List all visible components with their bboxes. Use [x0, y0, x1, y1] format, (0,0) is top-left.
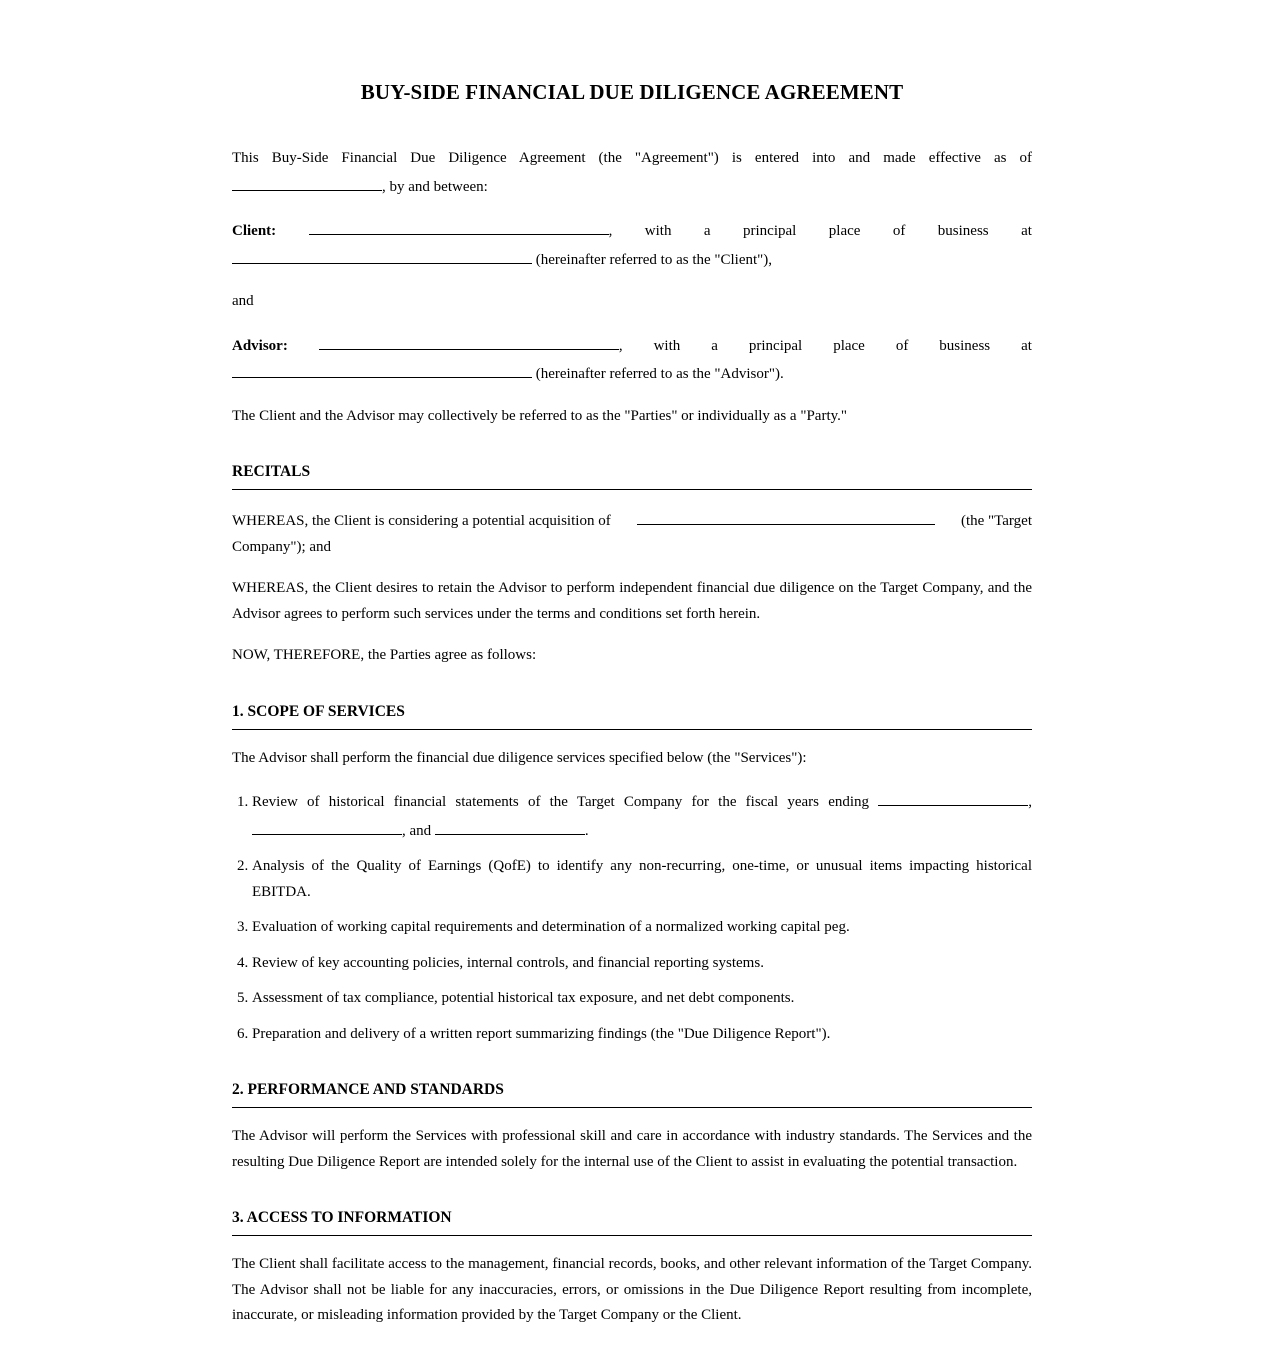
- client-word-4: place: [828, 223, 861, 239]
- advisor-tail: (hereinafter referred to as the "Advisor").: [535, 366, 784, 382]
- client-name-blank[interactable]: [309, 216, 609, 235]
- section-3-heading: 3. ACCESS TO INFORMATION: [232, 1207, 1032, 1236]
- advisor-word-2: a: [711, 337, 718, 354]
- parties-paragraph: The Client and the Advisor may collectively be referred to as the "Parties" or individually as a "Party.": [232, 407, 848, 424]
- advisor-block: [232, 331, 1032, 388]
- section-1-intro: The Advisor shall perform the financial due diligence services specified below (the "Services"):: [232, 749, 807, 766]
- and-text: and: [232, 293, 254, 309]
- service-item-2: 2. Analysis of the Quality of Earnings (QofE) to identify any non-recurring, one-time, or unusual items impacting historical EBITDA.: [252, 854, 1032, 905]
- target-company-blank[interactable]: [637, 506, 935, 525]
- client-word-6: business: [937, 223, 989, 239]
- whereas-1-line2: Company"); and: [232, 538, 332, 555]
- advisor-address-blank[interactable]: [232, 359, 532, 378]
- recitals-heading: RECITALS: [232, 461, 1032, 490]
- service-item-3: 3. Evaluation of working capital requirements and determination of a normalized working capital peg.: [252, 915, 1032, 941]
- client-line: [232, 216, 1032, 245]
- advisor-word-4: place: [833, 337, 865, 354]
- advisor-word-7: at: [1021, 337, 1032, 354]
- service-item-1-and: , and: [402, 822, 432, 839]
- fiscal-year-2-blank[interactable]: [252, 816, 402, 835]
- intro-text: This Buy-Side Financial Due Diligence Agreement (the "Agreement") is entered into and made effective as of: [232, 150, 1032, 166]
- whereas-1-end: (the "Target: [960, 513, 1032, 529]
- section-2-heading: 2. PERFORMANCE AND STANDARDS: [232, 1079, 1032, 1108]
- service-item-6: 6. Preparation and delivery of a written report summarizing findings (the "Due Diligence Report").: [252, 1022, 1032, 1048]
- service-item-5: 5. Assessment of tax compliance, potential historical tax exposure, and net debt components.: [252, 986, 1032, 1012]
- advisor-label: Advisor:: [232, 337, 288, 354]
- services-list: [232, 787, 1032, 1047]
- client-word-3: principal: [743, 223, 797, 239]
- advisor-word-5: of: [895, 337, 909, 354]
- client-address-line: [232, 245, 1032, 274]
- section-3-body: The Client shall facilitate access to the management, financial records, books, and other relevant information of the Target Company. The Advisor shall not be liable for any inaccuracies, errors, or omissions in the Due Diligence Report resulting from incomplete, inaccurate, or misleading information provided by the Target Company or the Client.: [232, 1256, 1032, 1323]
- fiscal-year-1-blank[interactable]: [878, 787, 1028, 806]
- effective-date-blank[interactable]: [232, 172, 382, 191]
- service-item-1-comma: ,: [1028, 794, 1032, 810]
- whereas-1-line1: [232, 506, 1032, 535]
- service-item-1: [252, 787, 1032, 844]
- whereas-2: WHEREAS, the Client desires to retain the Advisor to perform independent financial due diligence on the Target Company, and the Advisor agrees to perform such services under the terms and conditions set forth herein.: [232, 580, 1032, 622]
- client-label: Client:: [232, 223, 277, 239]
- agreement-document: [232, 78, 1032, 1345]
- now-therefore: NOW, THEREFORE, the Parties agree as follows:: [232, 647, 537, 663]
- advisor-word-1: with: [653, 337, 681, 354]
- section-1-heading: 1. SCOPE OF SERVICES: [232, 701, 1032, 730]
- client-word-2: a: [703, 223, 711, 239]
- client-word-5: of: [892, 223, 906, 239]
- service-item-1-end: .: [584, 822, 589, 839]
- section-2-body: The Advisor will perform the Services with professional skill and care in accordance with industry standards. The Services and the resulting Due Diligence Report are intended solely for the internal use of the Client to assist in evaluating the potential transaction.: [232, 1128, 1032, 1170]
- service-item-1-text: Review of historical financial statements of the Target Company for the fiscal years ending: [252, 794, 870, 810]
- client-address-blank[interactable]: [232, 245, 532, 264]
- intro-tail: , by and between:: [382, 178, 488, 195]
- client-block: [232, 216, 1032, 273]
- whereas-1-start: WHEREAS, the Client is considering a potential acquisition of: [232, 513, 611, 529]
- client-tail: (hereinafter referred to as the "Client"),: [535, 251, 773, 268]
- advisor-name-blank[interactable]: [319, 331, 619, 350]
- client-word-0: ,: [608, 223, 613, 239]
- service-item-4: 4. Review of key accounting policies, internal controls, and financial reporting systems.: [252, 951, 1032, 977]
- intro-paragraph: [232, 146, 1032, 200]
- document-title: BUY-SIDE FINANCIAL DUE DILIGENCE AGREEMENT: [360, 80, 904, 104]
- fiscal-year-3-blank[interactable]: [435, 816, 585, 835]
- advisor-line: [232, 331, 1032, 360]
- advisor-address-line: [232, 359, 1032, 388]
- advisor-word-6: business: [939, 337, 991, 354]
- client-word-7: at: [1021, 223, 1032, 239]
- advisor-word-3: principal: [748, 337, 803, 354]
- advisor-word-0: ,: [618, 337, 623, 354]
- whereas-1: [232, 506, 1032, 560]
- client-word-1: with: [644, 223, 672, 239]
